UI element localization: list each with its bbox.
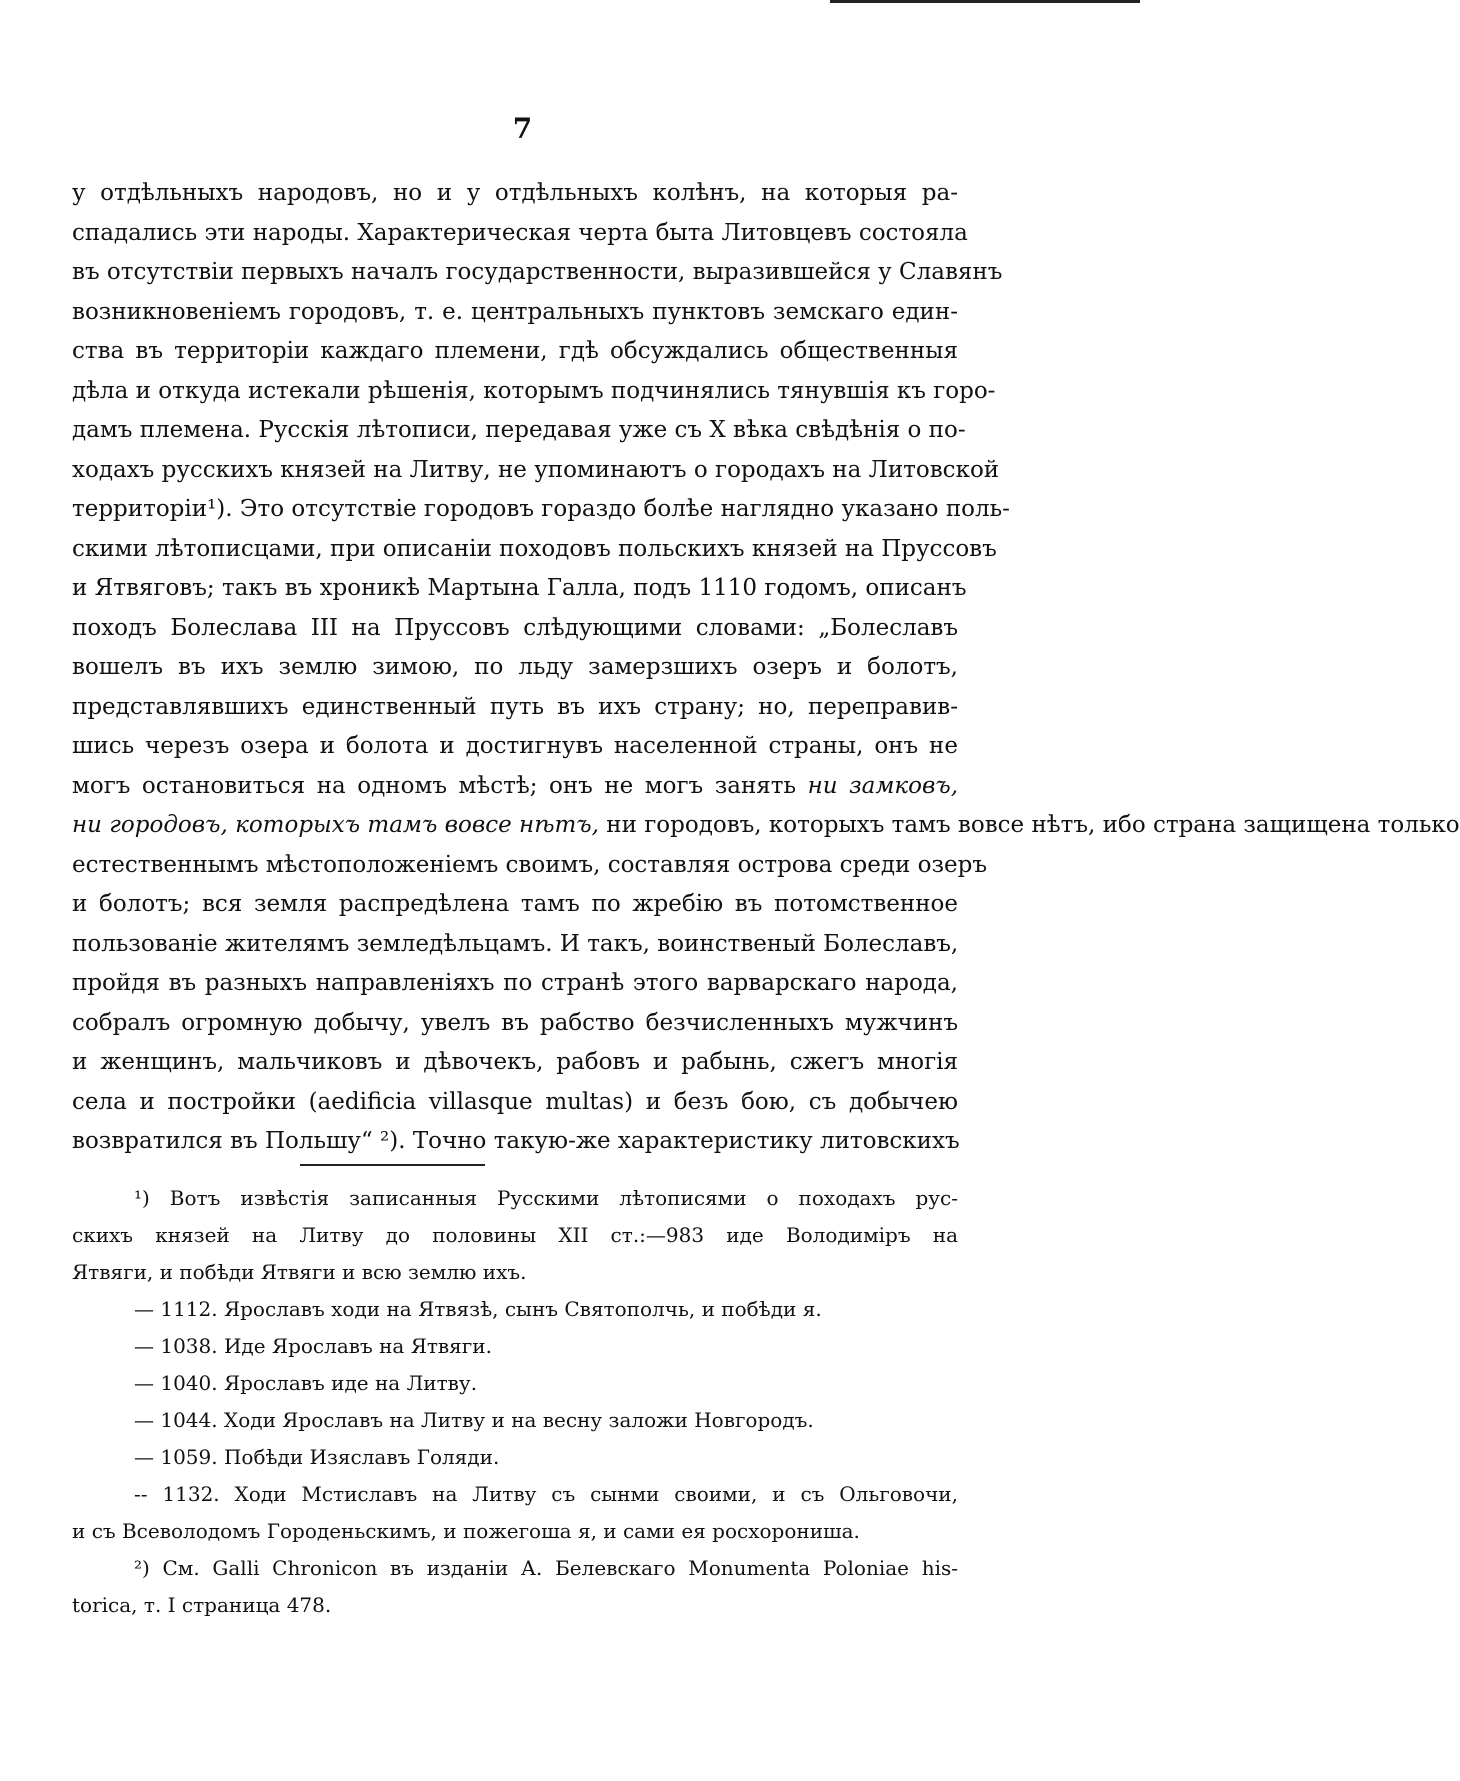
body-line: дамъ племена. Русскія лѣтописи, передавая уже съ X вѣка свѣдѣнія о по- [72, 417, 966, 443]
body-line: ходахъ русскихъ князей на Литву, не упоминаютъ о городахъ на Литовской [72, 456, 1000, 483]
body-line: вошелъ въ ихъ землю зимою, по льду замерзшихъ озеръ и болотъ, [72, 654, 958, 680]
footnote-line: Ятвяги, и побѣди Ятвяги и всю землю ихъ. [72, 1260, 527, 1284]
body-line: естественнымъ мѣстоположеніемъ своимъ, составляя острова среди озеръ [72, 851, 988, 878]
footnote-line: ²) См. Galli Chronicon въ изданіи А. Белевскаго Monumenta Poloniae his- [134, 1556, 958, 1580]
chronicle-entry: — 1112. Ярославъ ходи на Ятвязѣ, сынъ Святополчь, и побѣди я. [134, 1297, 822, 1321]
italic-phrase: ни городовъ, которыхъ тамъ вовсе нѣтъ, [72, 812, 599, 838]
body-line: скими лѣтописцами, при описаніи походовъ польскихъ князей на Пруссовъ [72, 535, 997, 562]
body-line: возвратился въ Польшу“ ²). Точно такую-же характеристику литовскихъ [72, 1128, 960, 1154]
top-edge-rule [830, 0, 1140, 3]
body-line: пользованіе жителямъ земледѣльцамъ. И такъ, воинственый Болеславъ, [72, 930, 959, 957]
italic-phrase: ни замковъ, [807, 772, 959, 799]
footnotes [72, 1180, 958, 1624]
body-line: представлявшихъ единственный путь въ ихъ страну; но, переправив- [72, 693, 958, 720]
body-line-text: ни городовъ, которыхъ тамъ вовсе нѣтъ, ибо страна защищена только [606, 812, 1460, 838]
footnote-line: ¹) Вотъ извѣстія записанныя Русскими лѣтописями о походахъ рус- [134, 1186, 958, 1210]
body-line-text: могъ остановиться на одномъ мѣстѣ; онъ не могъ занять [72, 772, 797, 799]
body-line: спадались эти народы. Характерическая черта быта Литовцевъ состояла [72, 219, 968, 246]
body-line: шись черезъ озера и болота и достигнувъ населенной страны, онъ не [72, 733, 958, 759]
body-line-mixed [72, 767, 958, 807]
body-line: походъ Болеслава III на Пруссовъ слѣдующими словами: „Болеславъ [72, 614, 958, 641]
body-line: у отдѣльныхъ народовъ, но и у отдѣльныхъ колѣнъ, на которыя ра- [72, 180, 958, 206]
chronicle-entry: -- 1132. Ходи Мстиславъ на Литву съ сынми своими, и съ Ольговочи, [134, 1482, 958, 1506]
chronicle-entry: — 1040. Ярославъ иде на Литву. [134, 1371, 478, 1395]
footnote-separator [300, 1164, 485, 1166]
main-text [72, 174, 1460, 1162]
chronicle-entry: — 1038. Иде Ярославъ на Ятвяги. [134, 1334, 492, 1358]
body-line: въ отсутствіи первыхъ началъ государственности, выразившейся у Славянъ [72, 259, 1003, 285]
body-line: и Ятвяговъ; такъ въ хроникѣ Мартына Галла, подъ 1110 годомъ, описанъ [72, 575, 967, 601]
footnote-line: скихъ князей на Литву до половины XII ст.:—983 иде Володиміръ на [72, 1223, 958, 1247]
body-line: пройдя въ разныхъ направленіяхъ по странѣ этого варварскаго народа, [72, 970, 958, 996]
body-line: ства въ территоріи каждаго племени, гдѣ обсуждались общественныя [72, 338, 958, 364]
footnote-line: torica, т. I страница 478. [72, 1593, 332, 1617]
footnote-line: и съ Всеволодомъ Городеньскимъ, и пожегоша я, и сами ея росхорониша. [72, 1519, 860, 1543]
page-number: 7 [512, 112, 533, 145]
body-line: села и постройки (aedificia villasque multas) и безъ бою, съ добычею [72, 1088, 958, 1115]
chronicle-entry: — 1044. Ходи Ярославъ на Литву и на весну заложи Новгородъ. [134, 1408, 814, 1432]
body-line: и женщинъ, мальчиковъ и дѣвочекъ, рабовъ и рабынь, сжегъ многія [72, 1049, 958, 1075]
body-line: собралъ огромную добычу, увелъ въ рабство безчисленныхъ мужчинъ [72, 1009, 958, 1036]
body-line: и болотъ; вся земля распредѣлена тамъ по жребію въ потомственное [72, 891, 958, 917]
body-line-mixed [72, 806, 1460, 846]
body-line: возникновеніемъ городовъ, т. е. центральныхъ пунктовъ земскаго един- [72, 298, 958, 325]
chronicle-entry: — 1059. Побѣди Изяславъ Голяди. [134, 1445, 500, 1469]
body-line: дѣла и откуда истекали рѣшенія, которымъ подчинялись тянувшія къ горо- [72, 377, 996, 404]
body-line: территоріи¹). Это отсутствіе городовъ гораздо болѣе наглядно указано поль- [72, 496, 1010, 522]
